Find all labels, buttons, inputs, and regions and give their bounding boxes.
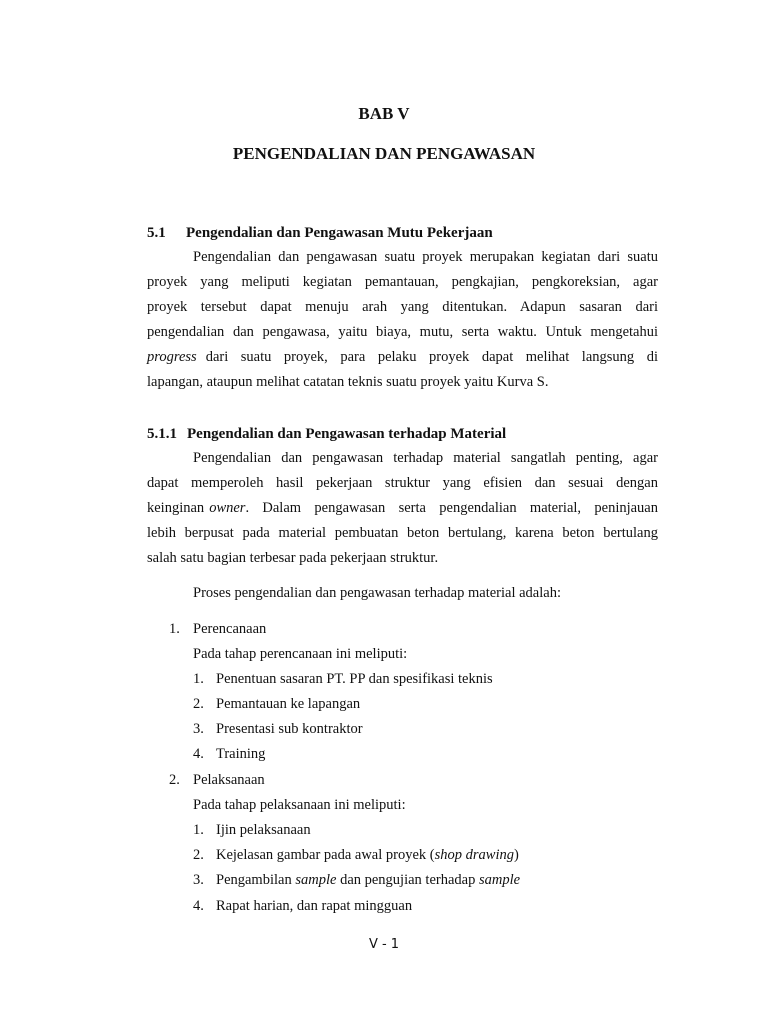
list-item-text: Pengambilan <box>216 872 296 888</box>
section-number: 5.1 <box>147 225 166 241</box>
paragraph-line-rest: dari suatu proyek, para pelaku proyek dapat melihat langsung di <box>205 349 658 365</box>
section-title: Pengendalian dan Pengawasan terhadap Material <box>187 426 507 442</box>
list-item-number: 4. <box>193 898 204 914</box>
paragraph-line-start: keinginan <box>147 500 205 516</box>
paragraph-line: salah satu bagian terbesar pada pekerjaan struktur. <box>147 550 439 566</box>
list-item-text: dan pengujian terhadap <box>336 872 479 888</box>
paragraph-line: Pengendalian dan pengawasan suatu proyek merupakan kegiatan dari suatu <box>193 249 658 265</box>
list-item: Penentuan sasaran PT. PP dan spesifikasi teknis <box>216 671 493 687</box>
stage-title: Pelaksanaan <box>193 772 265 788</box>
list-item-number: 1. <box>193 822 204 838</box>
section-title: Pengendalian dan Pengawasan Mutu Pekerjaan <box>186 225 493 241</box>
section-heading-5-1-1 <box>147 426 506 443</box>
page-number: V - 1 <box>368 937 400 952</box>
chapter-title: PENGENDALIAN DAN PENGAWASAN <box>232 144 536 163</box>
list-item-number: 1. <box>193 671 204 687</box>
stage-intro: Pada tahap pelaksanaan ini meliputi: <box>193 797 406 813</box>
list-item: Pemantauan ke lapangan <box>216 696 361 712</box>
list-item-number: 2. <box>193 847 204 863</box>
italic-term: shop drawing <box>434 847 514 863</box>
chapter-number: BAB V <box>358 104 410 123</box>
italic-term: progress <box>147 349 197 365</box>
paragraph-line <box>147 500 658 517</box>
list-item: Training <box>216 746 266 762</box>
list-item <box>216 872 520 889</box>
list-item-number: 2. <box>193 696 204 712</box>
stage-intro: Pada tahap perencanaan ini meliputi: <box>193 646 408 662</box>
paragraph-line-rest: . Dalam pengawasan serta pengendalian material, peninjauan <box>245 500 658 516</box>
paragraph-line: lapangan, ataupun melihat catatan teknis suatu proyek yaitu Kurva S. <box>147 374 549 390</box>
paragraph-line: proyek yang meliputi kegiatan pemantauan, pengkajian, pengkoreksian, agar <box>147 274 658 290</box>
paragraph-line: lebih berpusat pada material pembuatan beton bertulang, karena beton bertulang <box>147 525 658 541</box>
list-item <box>216 847 519 864</box>
italic-term: sample <box>295 872 337 888</box>
stage-title: Perencanaan <box>193 621 267 637</box>
paragraph-line <box>147 349 658 366</box>
italic-term: owner <box>209 500 246 516</box>
list-item: Ijin pelaksanaan <box>216 822 311 838</box>
list-item-number: 3. <box>193 721 204 737</box>
process-intro: Proses pengendalian dan pengawasan terhadap material adalah: <box>193 585 561 601</box>
paragraph-line: proyek tersebut dapat menuju arah yang ditentukan. Adapun sasaran dari <box>147 299 658 315</box>
list-item-text: Kejelasan gambar pada awal proyek ( <box>216 847 435 863</box>
list-item-number: 3. <box>193 872 204 888</box>
stage-number: 1. <box>169 621 180 637</box>
paragraph-line: Pengendalian dan pengawasan terhadap material sangatlah penting, agar <box>193 450 658 466</box>
italic-term: sample <box>478 872 521 888</box>
paragraph-line: pengendalian dan pengawasa, yaitu biaya, mutu, serta waktu. Untuk mengetahui <box>147 324 658 340</box>
section-number: 5.1.1 <box>147 426 177 442</box>
list-item: Presentasi sub kontraktor <box>216 721 363 737</box>
stage-number: 2. <box>169 772 180 788</box>
list-item-text: ) <box>513 847 519 863</box>
section-heading-5-1 <box>147 225 493 242</box>
list-item: Rapat harian, dan rapat mingguan <box>216 898 413 914</box>
paragraph-line: dapat memperoleh hasil pekerjaan struktur yang efisien dan sesuai dengan <box>147 475 658 491</box>
list-item-number: 4. <box>193 746 204 762</box>
